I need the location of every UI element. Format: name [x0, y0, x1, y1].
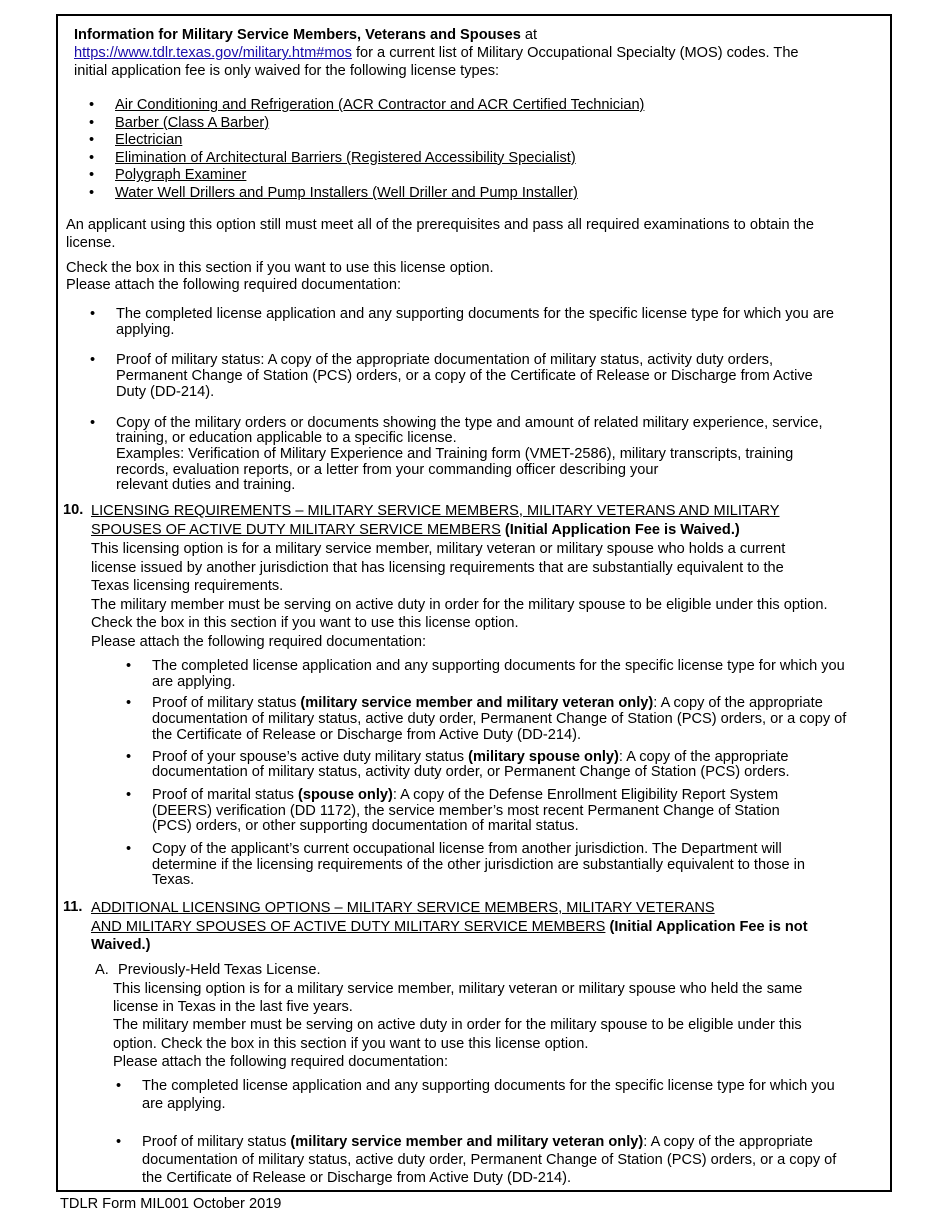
section-10-title-line1: LICENSING REQUIREMENTS – MILITARY SERVICE MEMBERS, MILITARY VETERANS AND MILITARY [91, 503, 780, 519]
list-item: • Proof of military status: A copy of the appropriate documentation of military status, activity duty orders, Permanent Change of Station (PCS) orders, or a copy of the Certificate of Release or Discharge from Active Duty (DD-214). [116, 353, 834, 400]
section-11-fee-note-end: Waived.) [91, 937, 151, 953]
check-box-instruction: Check the box in this section if you want to use this license option. [66, 260, 494, 276]
attach-instruction: Please attach the following required documentation: [66, 277, 402, 293]
section-11-title-line1: ADDITIONAL LICENSING OPTIONS – MILITARY SERVICE MEMBERS, MILITARY VETERANS [91, 900, 715, 916]
list-item: • Proof of military status (military service member and military veteran only): A copy of the appropriate documentation of military status, active duty order, Permanent Change of Station (PCS) orders, or a copy of the Certificate of Release or Discharge from Active Duty (DD-214). [152, 696, 846, 743]
list-item: • Copy of the military orders or documents showing the type and amount of related military experience, service, training, or education applicable to a specific license. Examples: Verification of Military Experience and Training form (VMET-2586), military transcripts, training records, evaluation reports, or a letter from your commanding officer describing your relevant duties and training. [116, 416, 834, 495]
list-item: • The completed license application and any supporting documents for the specific license type for which you are applying. [142, 1077, 836, 1113]
list-item: • Barber (Class A Barber) [115, 115, 644, 133]
intro-paragraph [74, 26, 874, 80]
intro-line1-rest: for a current list of Military Occupational Specialty (MOS) codes. The [351, 45, 799, 61]
subsection-a-description: This licensing option is for a military service member, military veteran or military spouse who held the same license in Texas in the last five years. The military member must be serving on active duty in order for the military spouse to be eligible under this option. Check the box in this section if you want to use this license option. Please attach the following required documentation: [113, 981, 803, 1070]
section-10-number: 10. [63, 502, 84, 518]
intro-bold-lead: Information for Military Service Members, Veterans and Spouses [74, 27, 521, 43]
list-item: • Elimination of Architectural Barriers (Registered Accessibility Specialist) [115, 150, 644, 168]
section-11-number: 11. [63, 899, 83, 915]
list-item: • Air Conditioning and Refrigeration (ACR Contractor and ACR Certified Technician) [115, 97, 644, 115]
list-item: • Electrician [115, 132, 644, 150]
applicant-note [66, 216, 814, 252]
applicant-note-line1: An applicant using this option still must meet all of the prerequisites and pass all required examinations to obtain the [66, 217, 814, 233]
section-10-docs-list [152, 659, 846, 889]
subsection-a-label: A. [95, 962, 109, 978]
intro-at: at [520, 27, 538, 43]
section-11a-docs-list [142, 1077, 836, 1187]
list-item: • Copy of the applicant’s current occupational license from another jurisdiction. The Department will determine if the licensing requirements of the other jurisdiction are substantially equivalent to those in Texas. [152, 842, 846, 889]
list-item: • Polygraph Examiner [115, 167, 644, 185]
section-10-title-line2: SPOUSES OF ACTIVE DUTY MILITARY SERVICE MEMBERS [91, 521, 501, 538]
subsection-a-title: Previously-Held Texas License. [118, 962, 321, 978]
intro-instructions [66, 260, 494, 294]
list-item: • The completed license application and any supporting documents for the specific license type for which you are applying. [116, 307, 834, 338]
list-item: • Water Well Drillers and Pump Installers (Well Driller and Pump Installer) [115, 185, 644, 203]
list-item: • The completed license application and any supporting documents for the specific license type for which you are applying. [152, 659, 846, 690]
section-10-heading [91, 502, 780, 539]
section-10-description: This licensing option is for a military service member, military veteran or military spouse who holds a current license issued by another jurisdiction that has licensing requirements that are substantially equivalent to the Texas licensing requirements. The military member must be serving on active duty in order for the military spouse to be eligible under this option. Check the box in this section if you want to use this license option. Please attach the following required documentation: [91, 541, 828, 650]
license-type-list [115, 97, 644, 203]
section-10-fee-note: (Initial Application Fee is Waived.) [500, 521, 740, 538]
list-item: • Proof of your spouse’s active duty military status (military spouse only): A copy of the appropriate documentation of military status, activity duty order, or Permanent Change of Station (PCS) orders. [152, 750, 846, 781]
intro-line2: initial application fee is only waived for the following license types: [74, 63, 500, 79]
section-11-heading [91, 899, 808, 955]
form-footer: TDLR Form MIL001 October 2019 [60, 1196, 282, 1212]
list-item: • Proof of marital status (spouse only): A copy of the Defense Enrollment Eligibility Report System (DEERS) verification (DD 1172), the service member’s most recent Permanent Change of Station (PCS) orders, or other supporting documentation of marital status. [152, 788, 846, 835]
list-item: • Proof of military status (military service member and military veteran only): A copy of the appropriate documentation of military status, active duty order, Permanent Change of Station (PCS) orders, or a copy of the Certificate of Release or Discharge from Active Duty (DD-214). [142, 1133, 836, 1187]
military-mos-link[interactable]: https://www.tdlr.texas.gov/military.htm#mos [74, 45, 352, 61]
section-11-fee-note: (Initial Application Fee is not [605, 918, 808, 935]
section-11-title-line2: AND MILITARY SPOUSES OF ACTIVE DUTY MILITARY SERVICE MEMBERS [91, 918, 606, 935]
intro-docs-list [116, 307, 834, 494]
applicant-note-line2: license. [66, 235, 116, 251]
